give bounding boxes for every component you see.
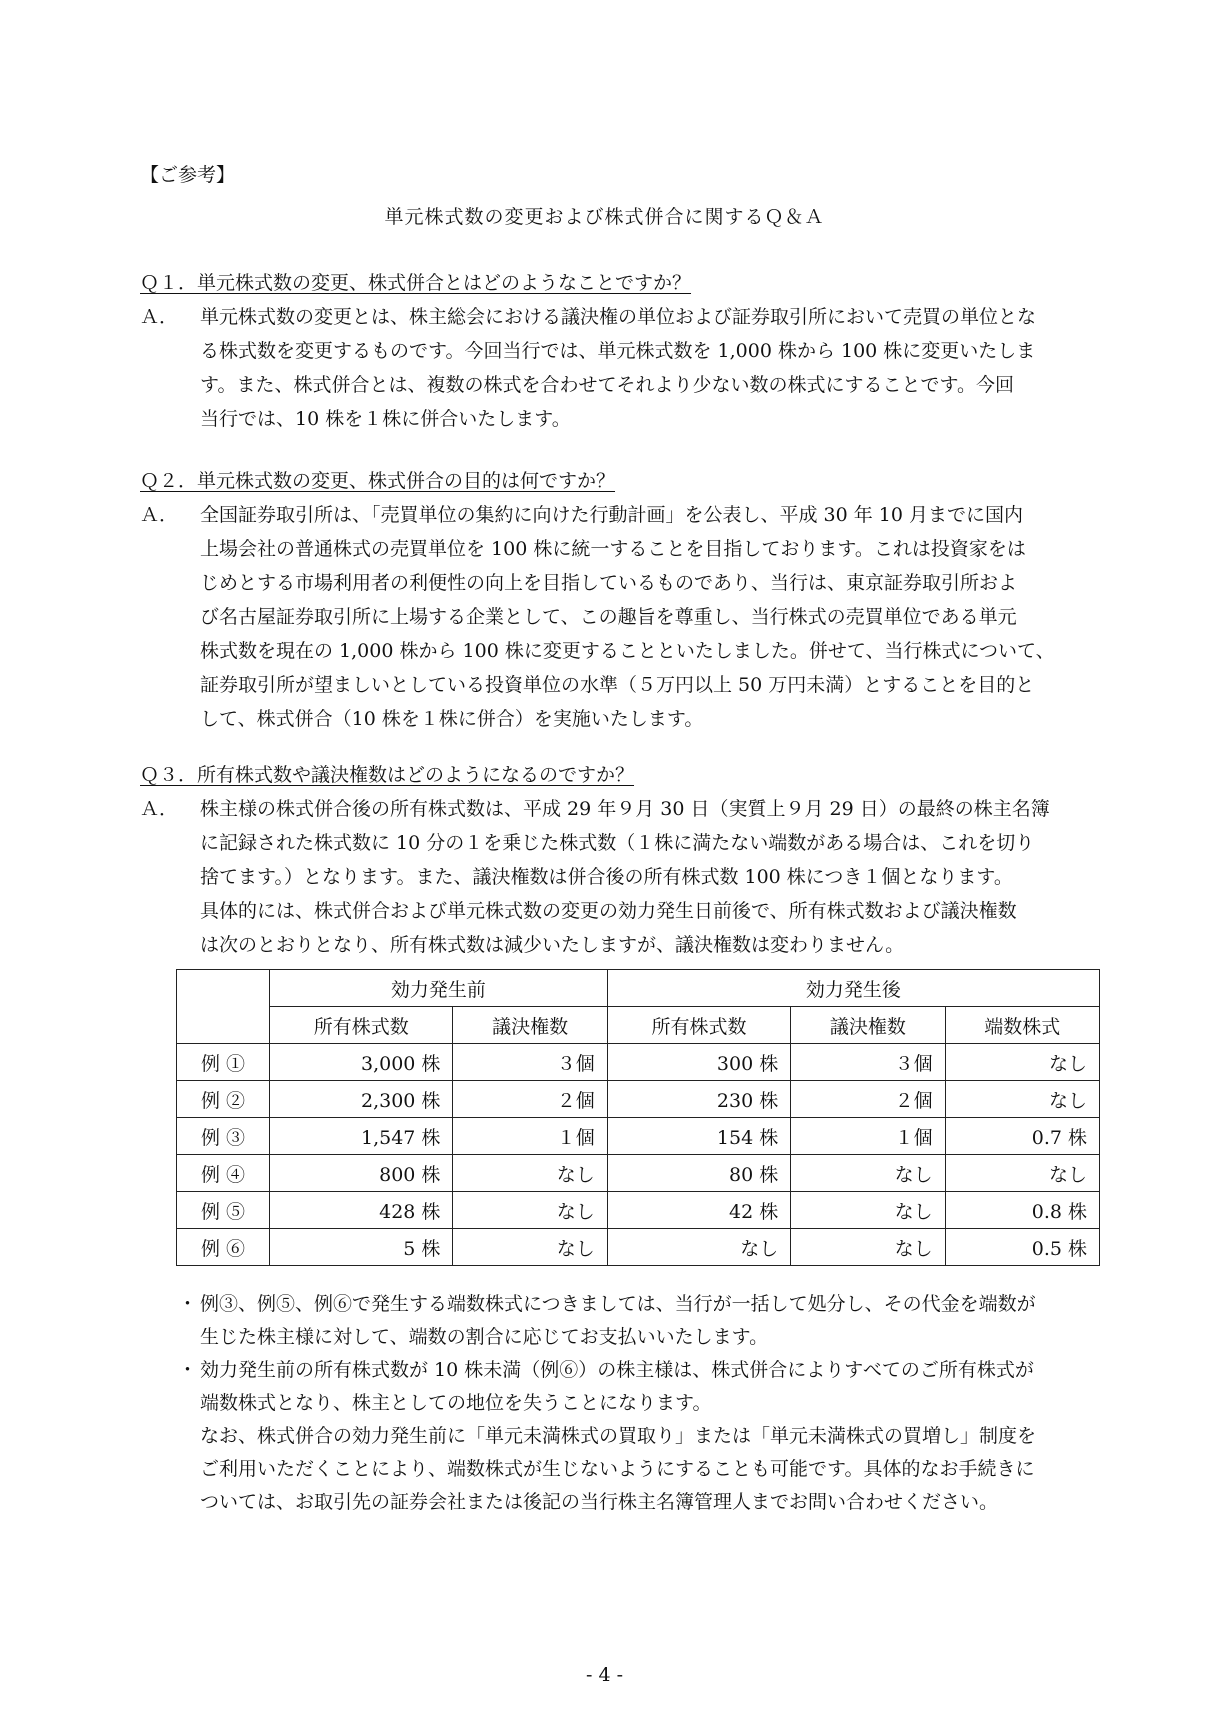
example-label: 例 ③ [177,1118,270,1155]
answer-line: る株式数を変更するものです。今回当行では、単元株式数を 1,000 株から 100 株に変更いたしま [200,340,1036,362]
answer-line: 単元株式数の変更とは、株主総会における議決権の単位および証券取引所において売買の単位とな [200,306,1037,328]
qa-block-3 [140,760,1100,962]
header-shares-after: 所有株式数 [607,1007,790,1044]
answer-line: 捨てます。）となります。また、議決権数は併合後の所有株式数 100 株につき１個となります。 [200,866,1013,888]
qa-block-1 [140,268,1100,436]
cell-fraction: 0.8 株 [945,1192,1099,1229]
table-row [177,1044,1100,1081]
question-1: Ｑ１．単元株式数の変更、株式併合とはどのようなことですか？ [140,272,692,294]
table-subheader-row [177,1007,1100,1044]
note-item [178,1288,1100,1354]
cell-votes-before: ３個 [453,1044,607,1081]
answer-line: 全国証券取引所は、「売買単位の集約に向けた行動計画」を公表し、平成 30 年 10 月までに国内 [200,504,1024,526]
cell-shares-before: 428 株 [270,1192,453,1229]
header-votes-after: 議決権数 [791,1007,945,1044]
table-row [177,1081,1100,1118]
cell-fraction: なし [945,1081,1099,1118]
answer-line: す。また、株式併合とは、複数の株式を合わせてそれより少ない数の株式にすることです。今回 [200,374,1014,396]
cell-votes-after: ２個 [791,1081,945,1118]
cell-votes-after: なし [791,1229,945,1266]
page-title: 単元株式数の変更および株式併合に関するＱ＆Ａ [384,206,825,228]
answer-mark: Ａ． [140,504,179,526]
answer-line: 証券取引所が望ましいとしている投資単位の水準（５万円以上 50 万円未満）とすることを目的と [200,674,1035,696]
table-row [177,1229,1100,1266]
qa-block-2 [140,466,1100,736]
note-line: 生じた株主様に対して、端数の割合に応じてお支払いいたします。 [200,1326,769,1348]
answer-line: して、株式併合（10 株を１株に併合）を実施いたします。 [200,708,704,730]
answer-line: 具体的には、株式併合および単元株式数の変更の効力発生日前後で、所有株式数および議決権数 [200,900,1017,922]
example-label: 例 ⑤ [177,1192,270,1229]
note-line: ついては、お取引先の証券会社または後記の当行株主名簿管理人までお問い合わせください。 [200,1491,999,1513]
answer-1 [140,300,1100,436]
example-label: 例 ② [177,1081,270,1118]
cell-shares-after: 80 株 [607,1155,790,1192]
note-line: なお、株式併合の効力発生前に「単元未満株式の買取り」または「単元未満株式の買増し」制度を [200,1425,1037,1447]
cell-shares-after: 300 株 [607,1044,790,1081]
answer-line: は次のとおりとなり、所有株式数は減少いたしますが、議決権数は変わりません。 [200,934,905,956]
answer-line: び名古屋証券取引所に上場する企業として、この趣旨を尊重し、当行株式の売買単位である単元 [200,606,1017,628]
answer-mark: Ａ． [140,306,179,328]
cell-shares-before: 3,000 株 [270,1044,453,1081]
bullet-mark: ・ [178,1293,198,1315]
cell-votes-after: なし [791,1192,945,1229]
note-line: 例③、例⑤、例⑥で発生する端数株式につきましては、当行が一括して処分し、その代金を端数が [200,1293,1036,1315]
cell-fraction: 0.5 株 [945,1229,1099,1266]
header-before: 効力発生前 [270,970,608,1007]
cell-votes-before: なし [453,1229,607,1266]
answer-line: 当行では、10 株を１株に併合いたします。 [200,408,571,430]
question-2: Ｑ２．単元株式数の変更、株式併合の目的は何ですか？ [140,470,616,492]
cell-votes-before: なし [453,1192,607,1229]
cell-votes-before: ２個 [453,1081,607,1118]
example-label: 例 ⑥ [177,1229,270,1266]
shares-example-table [176,969,1100,1266]
answer-line: 上場会社の普通株式の売買単位を 100 株に統一することを目指しております。これは投資家をは [200,538,1026,560]
note-line: 効力発生前の所有株式数が 10 株未満（例⑥）の株主様は、株式併合によりすべてのご所有株式が [200,1359,1034,1381]
cell-votes-before: なし [453,1155,607,1192]
cell-fraction: 0.7 株 [945,1118,1099,1155]
header-fraction: 端数株式 [945,1007,1099,1044]
cell-shares-before: 1,547 株 [270,1118,453,1155]
cell-shares-after: なし [607,1229,790,1266]
reference-label: 【ご参考】 [140,164,236,186]
answer-2 [140,498,1100,736]
header-votes-before: 議決権数 [453,1007,607,1044]
example-label: 例 ① [177,1044,270,1081]
note-line: ご利用いただくことにより、端数株式が生じないようにすることも可能です。具体的なお手続きに [200,1458,1035,1480]
supplementary-note [178,1420,1100,1519]
cell-votes-after: なし [791,1155,945,1192]
note-line: 端数株式となり、株主としての地位を失うことになります。 [200,1392,712,1414]
table-header-row [177,970,1100,1007]
answer-line: 株主様の株式併合後の所有株式数は、平成 29 年９月 30 日（実質上９月 29 日）の最終の株主名簿 [200,798,1050,820]
cell-votes-after: １個 [791,1118,945,1155]
answer-line: 株式数を現在の 1,000 株から 100 株に変更することといたしました。併せて、当行株式について、 [200,640,1055,662]
cell-shares-before: 5 株 [270,1229,453,1266]
notes-section [178,1288,1100,1519]
table-row [177,1155,1100,1192]
question-3: Ｑ３．所有株式数や議決権数はどのようになるのですか？ [140,764,635,786]
cell-shares-before: 800 株 [270,1155,453,1192]
bullet-mark: ・ [178,1359,198,1381]
example-label: 例 ④ [177,1155,270,1192]
cell-fraction: なし [945,1155,1099,1192]
cell-fraction: なし [945,1044,1099,1081]
answer-3 [140,792,1100,962]
cell-shares-after: 42 株 [607,1192,790,1229]
answer-line: じめとする市場利用者の利便性の向上を目指しているものであり、当行は、東京証券取引所およ [200,572,1018,594]
cell-votes-after: ３個 [791,1044,945,1081]
header-shares-before: 所有株式数 [270,1007,453,1044]
table-row [177,1192,1100,1229]
header-after: 効力発生後 [607,970,1099,1007]
answer-line: に記録された株式数に 10 分の１を乗じた株式数（１株に満たない端数がある場合は、これを切り [200,832,1035,854]
page-number: - 4 - [585,1664,623,1686]
answer-mark: Ａ． [140,798,179,820]
table-row [177,1118,1100,1155]
table-corner-cell [177,970,270,1044]
note-item [178,1354,1100,1420]
cell-votes-before: １個 [453,1118,607,1155]
cell-shares-before: 2,300 株 [270,1081,453,1118]
cell-shares-after: 154 株 [607,1118,790,1155]
cell-shares-after: 230 株 [607,1081,790,1118]
